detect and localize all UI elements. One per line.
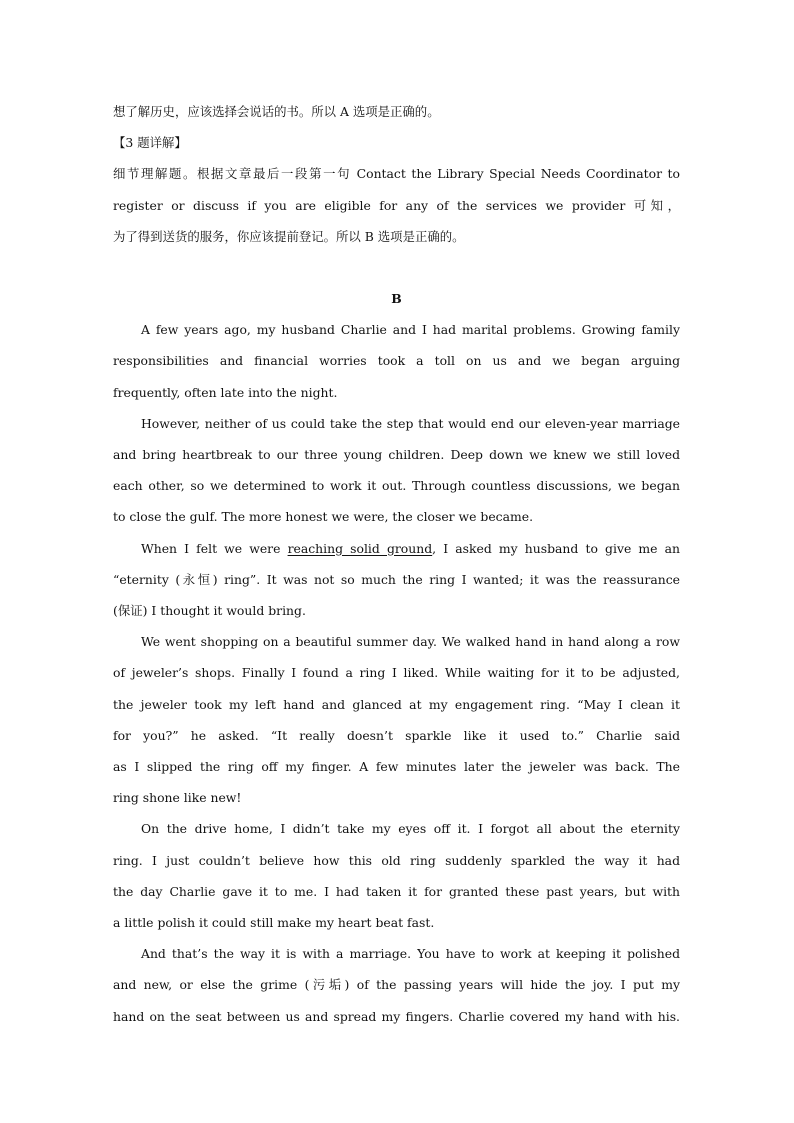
paragraph-line: “eternity (永恒) ring”. It was not so much the ring I wanted; it was the reassurance [113,571,680,587]
spacer [113,252,680,283]
paragraph-line: a little polish it could still make my heart beat fast. [113,915,435,931]
answer-line-2: 细节理解题。根据文章最后一段第一句 Contact the Library Special Needs Coordinator to [113,166,680,182]
paragraph-line: hand on the seat between us and spread my fingers. Charlie covered my hand with his. [113,1008,680,1024]
paragraph-1 [113,314,680,408]
paragraph-line [113,533,680,564]
paragraph-line: ring. I just couldn’t believe how this old ring suddenly sparkled the way it had [113,852,680,868]
paragraph-line: as I slipped the ring off my finger. A few minutes later the jeweler was back. The [113,759,680,775]
paragraph-line: each other, so we determined to work it out. Through countless discussions, we began [113,478,680,494]
paragraph-line: (保证) I thought it would bring. [113,603,306,619]
section-heading: 【3 题详解】 [113,135,187,151]
paragraph-line: A few years ago, my husband Charlie and I had marital problems. Growing family [141,322,680,338]
paragraph-line: the jeweler took my left hand and glanced at my engagement ring. “May I clean it [113,696,680,712]
text-segment: When I felt we were [141,540,288,556]
paragraph-line: the day Charlie gave it to me. I had taken it for granted these past years, but with [113,883,680,899]
paragraph-line: frequently, often late into the night. [113,384,338,400]
paragraph-5 [113,813,680,938]
answer-line-1: 想了解历史，应该选择会说话的书。所以 A 选项是正确的。 [113,104,440,119]
document-page [113,96,680,1032]
paragraph-line: On the drive home, I didn’t take my eyes off it. I forgot all about the eternity [141,821,680,837]
paragraph-4 [113,626,680,813]
passage-title: B [391,291,402,307]
paragraph-line: responsibilities and financial worries took a toll on us and we began arguing [113,353,680,369]
paragraph-line: to close the gulf. The more honest we were, the closer we became. [113,509,534,525]
answer-line-3: register or discuss if you are eligible for any of the services we provider 可知， [113,197,680,213]
paragraph-6 [113,938,680,1032]
answer-line-4: 为了得到送货的服务，你应该提前登记。所以 B 选项是正确的。 [113,228,465,244]
paragraph-line: for you?” he asked. “It really doesn’t sparkle like it used to.” Charlie said [113,727,680,743]
paragraph-line: We went shopping on a beautiful summer day. We walked hand in hand along a row [141,634,680,650]
paragraph-line: and new, or else the grime (污垢) of the passing years will hide the joy. I put my [113,977,680,993]
paragraph-3 [113,533,680,627]
text-segment: , I asked my husband to give me an [432,540,680,556]
paragraph-line: However, neither of us could take the step that would end our eleven-year marriage [141,415,680,431]
paragraph-line: of jeweler’s shops. Finally I found a ring I liked. While waiting for it to be adjusted, [113,665,680,681]
paragraph-line: and bring heartbreak to our three young children. Deep down we knew we still loved [113,447,680,463]
underlined-phrase: reaching solid ground [287,540,433,556]
paragraph-line: And that’s the way it is with a marriage. You have to work at keeping it polished [141,946,680,962]
paragraph-2 [113,408,680,533]
paragraph-line: ring shone like new! [113,790,242,806]
